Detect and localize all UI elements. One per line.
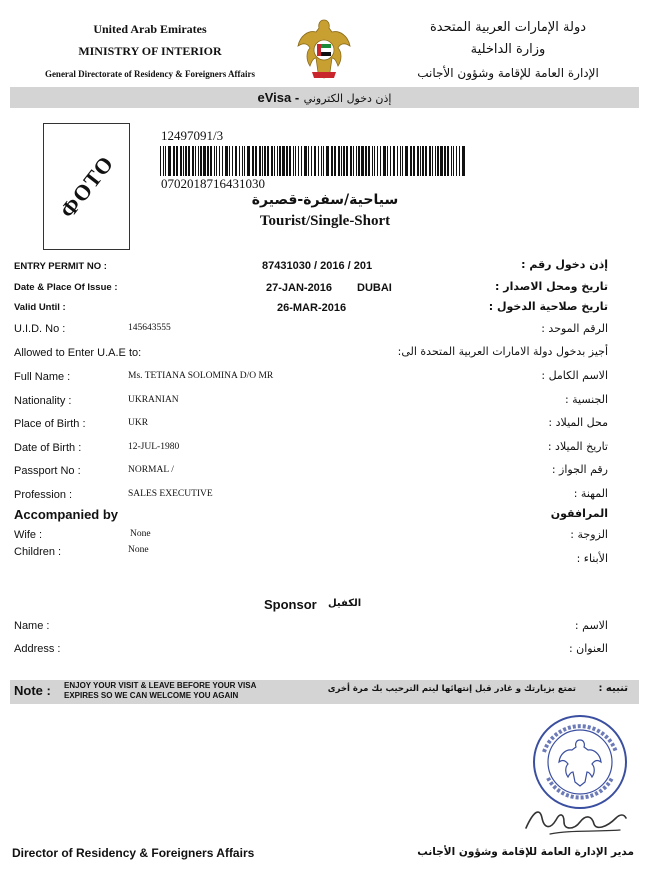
valid-ar: تاريخ صلاحية الدخول : xyxy=(488,300,608,313)
children-ar: الأبناء : xyxy=(576,552,608,565)
profession-label: Profession : xyxy=(14,489,73,501)
evisa-title xyxy=(10,87,639,108)
full-name-value: Ms. TETIANA SOLOMINA D/O MR xyxy=(128,371,274,381)
date-of-birth-label: Date of Birth : xyxy=(14,442,82,454)
place-of-birth-value: UKR xyxy=(128,418,149,428)
barcode-bottom-number: 0702018716431030 xyxy=(161,176,265,191)
country-name-ar: دولة الإمارات العربية المتحدة xyxy=(429,20,587,35)
children-value: None xyxy=(128,545,149,555)
sponsor-name-ar: الاسم : xyxy=(574,619,608,632)
signature-icon xyxy=(520,800,630,840)
uae-falcon-emblem-icon xyxy=(296,16,352,82)
sponsor-heading: Sponsor xyxy=(264,597,317,612)
nationality-value: UKRANIAN xyxy=(128,395,179,405)
full-name-label: Full Name : xyxy=(14,371,71,383)
uid-value: 145643555 xyxy=(128,323,171,333)
barcode-icon xyxy=(160,146,465,176)
directorate-name-en: General Directorate of Residency & Foreigners Affairs xyxy=(44,69,256,79)
accompanied-heading-ar: المرافقون xyxy=(550,507,608,520)
sponsor-address-label: Address : xyxy=(14,643,61,655)
note-label: Note : xyxy=(14,683,51,698)
uid-ar: الرقم الموحد : xyxy=(541,322,608,335)
uid-label: U.I.D. No : xyxy=(14,323,66,335)
country-name-en: United Arab Emirates xyxy=(93,22,207,36)
photo-label: ФОТО xyxy=(54,150,119,223)
ministry-name-ar: وزارة الداخلية xyxy=(470,42,546,57)
visa-type-en: Tourist/Single-Short xyxy=(259,213,391,229)
place-of-birth-ar: محل الميلاد : xyxy=(548,416,608,429)
nationality-ar: الجنسية : xyxy=(564,393,608,406)
issue-ar: تاريخ ومحل الاصدار : xyxy=(495,280,608,293)
barcode-top-number: 12497091/3 xyxy=(161,128,224,143)
passport-value: NORMAL / xyxy=(128,465,174,475)
passport-ar: رقم الجواز : xyxy=(551,463,608,476)
place-of-birth-label: Place of Birth : xyxy=(14,418,86,430)
note-label-ar: تنبيه : xyxy=(598,683,628,694)
wife-value: None xyxy=(130,529,151,539)
allowed-ar: أجيز بدخول دولة الامارات العربية المتحدة الى: xyxy=(397,345,608,358)
sponsor-name-label: Name : xyxy=(14,620,50,632)
date-of-birth-value: 12-JUL-1980 xyxy=(128,442,180,452)
children-label: Children : xyxy=(14,546,62,558)
profession-ar: المهنة : xyxy=(573,487,608,500)
full-name-ar: الاسم الكامل : xyxy=(541,369,608,382)
entry-permit-ar: إذن دخول رقم : xyxy=(521,258,608,271)
wife-ar: الزوجة : xyxy=(570,528,608,541)
valid-value: 26-MAR-2016 xyxy=(277,302,347,314)
allowed-label: Allowed to Enter U.A.E to: xyxy=(14,347,142,359)
official-seal-stamp-icon xyxy=(530,712,630,812)
entry-permit-value: 87431030 / 2016 / 201 xyxy=(262,260,373,272)
directorate-name-ar: الإدارة العامة للإقامة وشؤون الأجانب xyxy=(417,66,599,80)
evisa-title-en: eVisa - xyxy=(257,90,300,105)
issue-date: 27-JAN-2016 xyxy=(266,282,333,294)
note-text-line1: ENJOY YOUR VISIT & LEAVE BEFORE YOUR VISA xyxy=(64,681,257,690)
evisa-title-ar: إذن دخول الكتروني xyxy=(303,92,392,105)
note-text-ar: تمتع بزيارتك و غادر قبل إنتهائها ليتم الترحيب بك مرة أخرى xyxy=(327,684,576,694)
entry-permit-label: ENTRY PERMIT NO : xyxy=(14,261,107,272)
profession-value: SALES EXECUTIVE xyxy=(128,489,213,499)
valid-label: Valid Until : xyxy=(14,302,66,313)
date-of-birth-ar: تاريخ الميلاد : xyxy=(547,440,608,453)
ministry-name-en: MINISTRY OF INTERIOR xyxy=(78,44,222,58)
footer-title-en: Director of Residency & Foreigners Affairs xyxy=(12,846,255,860)
sponsor-address-ar: العنوان : xyxy=(568,642,608,655)
accompanied-heading: Accompanied by xyxy=(14,507,119,522)
photo-placeholder xyxy=(43,123,130,250)
wife-label: Wife : xyxy=(14,529,43,541)
sponsor-heading-ar: الكفيل xyxy=(328,598,362,609)
note-text-line2: EXPIRES SO WE CAN WELCOME YOU AGAIN xyxy=(64,691,239,700)
passport-label: Passport No : xyxy=(14,465,81,477)
issue-place: DUBAI xyxy=(357,282,392,294)
issue-label: Date & Place Of Issue : xyxy=(14,282,118,293)
footer-title-ar: مدير الإدارة العامة للإقامة وشؤون الأجانب xyxy=(417,846,634,858)
nationality-label: Nationality : xyxy=(14,395,72,407)
visa-type-ar: سياحية/سفرة-قصيرة xyxy=(251,192,399,208)
